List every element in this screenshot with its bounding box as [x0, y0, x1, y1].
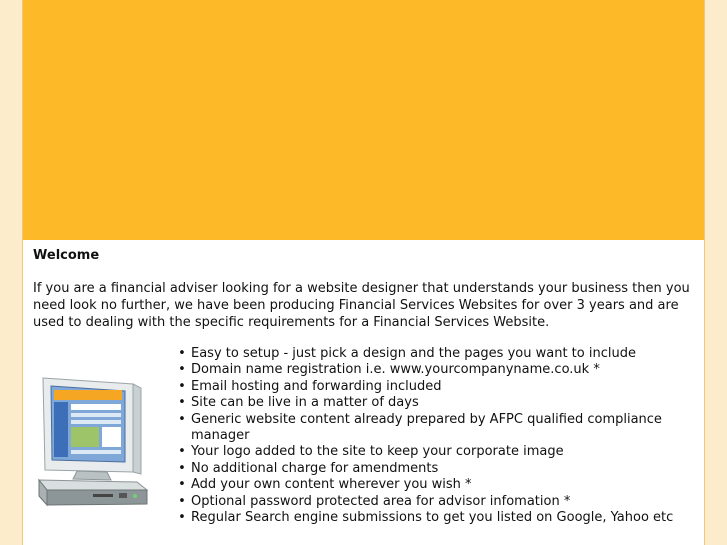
header-banner — [23, 0, 704, 240]
features-list — [178, 346, 691, 526]
bullet-icon: • — [178, 378, 186, 394]
list-item: • Your logo added to the site to keep your corporate image — [178, 444, 564, 460]
list-item: • Generic website content already prepared by AFPC qualified compliance manager — [178, 411, 662, 444]
bullet-icon: • — [178, 346, 186, 361]
bullet-icon: • — [178, 477, 186, 493]
bullet-icon: • — [178, 395, 186, 411]
intro-paragraph: If you are a financial adviser looking for a website designer that understands your business then you need look no further, we have been producing Financial Services Websites for over 3 years and are used to dealing with the specific requirements for a Financial Services Website. — [33, 281, 690, 330]
bullet-icon: • — [178, 362, 186, 378]
list-item: • Domain name registration i.e. www.yourcompanyname.co.uk * — [178, 362, 600, 378]
bullet-icon: • — [178, 444, 186, 460]
bullet-icon: • — [178, 493, 186, 509]
bullet-icon: • — [178, 460, 186, 476]
list-item: • No additional charge for amendments — [178, 460, 439, 476]
list-item: • Site can be live in a matter of days — [178, 395, 419, 411]
welcome-heading: Welcome — [33, 248, 100, 263]
page-container — [22, 0, 705, 545]
list-item: • Email hosting and forwarding included — [178, 378, 442, 394]
bullet-icon: • — [178, 411, 186, 427]
list-item: • Optional password protected area for advisor infomation * — [178, 493, 571, 509]
list-item: • Regular Search engine submissions to get you listed on Google, Yahoo etc — [178, 510, 674, 526]
bullet-icon: • — [178, 510, 186, 526]
list-item: • Easy to setup - just pick a design and the pages you want to include — [178, 346, 636, 361]
desktop-computer-icon — [37, 374, 149, 508]
list-item: • Add your own content wherever you wish * — [178, 477, 472, 493]
